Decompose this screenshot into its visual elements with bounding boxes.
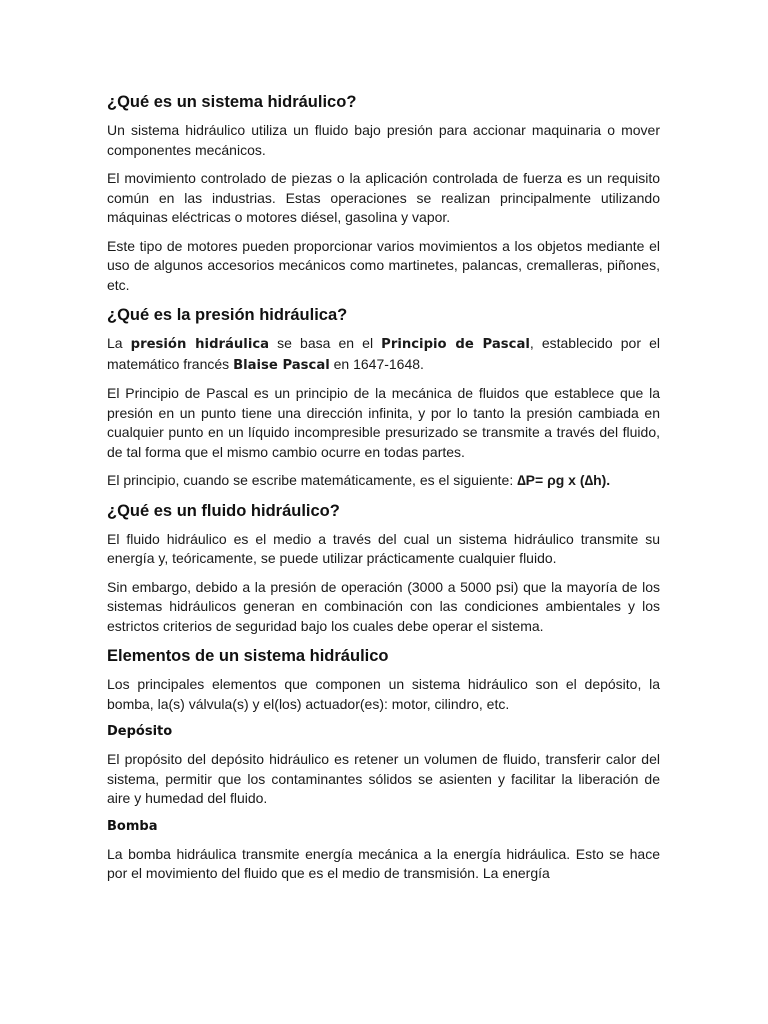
- subsection-heading-bomba: Bomba: [107, 818, 158, 834]
- subsection-heading-deposito: Depósito: [107, 724, 173, 739]
- paragraph: Sin embargo, debido a la presión de operación (3000 a 5000 psi) que la mayoría de los sistemas hidráulicos generan en combinación con las condiciones ambientales y los estrictos criterios de seguridad bajo los cuales debe operar el sistema.: [107, 578, 660, 634]
- text-run: se basa en el: [269, 335, 382, 351]
- paragraph: El Principio de Pascal es un principio de la mecánica de fluidos que establece que la presión en un punto tiene una dirección infinita, y por lo tanto la presión cambiada en cualquier punto en un líquido incompresible presurizado se transmite a través del fluido, de tal forma que el mismo cambio ocurre en todas partes.: [107, 385, 660, 460]
- text-run: La: [107, 335, 131, 351]
- paragraph-formula: [107, 471, 660, 491]
- paragraph: Un sistema hidráulico utiliza un fluido bajo presión para accionar maquinaria o mover componentes mecánicos.: [107, 122, 660, 158]
- formula: ∆P= ρg x (∆h).: [517, 472, 611, 488]
- paragraph: Los principales elementos que componen un sistema hidráulico son el depósito, la bomba, la(s) válvula(s) y el(los) actuador(es): motor, cilindro, etc.: [107, 676, 660, 712]
- section-heading-fluido-hidraulico: ¿Qué es un fluido hidráulico?: [107, 501, 340, 520]
- paragraph: El fluido hidráulico es el medio a través del cual un sistema hidráulico transmite su energía y, teóricamente, se puede utilizar prácticamente cualquier fluido.: [107, 530, 660, 566]
- paragraph: El movimiento controlado de piezas o la aplicación controlada de fuerza es un requisito común en las industrias. Estas operaciones se realizan principalmente utilizando máquinas eléctricas o motores diésel, gasolina y vapor.: [107, 170, 660, 225]
- text-run: , establecido por el matemático francés: [107, 335, 660, 372]
- bold-term-blaise: Blaise Pascal: [233, 357, 330, 373]
- bold-term-principio: Principio de Pascal: [381, 337, 530, 352]
- paragraph: La bomba hidráulica transmite energía mecánica a la energía hidráulica. Esto se hace por el movimiento del fluido que es el medio de transmisión. La energía: [107, 845, 660, 881]
- section-heading-elementos: Elementos de un sistema hidráulico: [107, 647, 389, 665]
- section-heading-sistema-hidraulico: ¿Qué es un sistema hidráulico?: [107, 93, 357, 111]
- text-run: en 1647-1648.: [329, 355, 424, 372]
- paragraph-pascal-intro: [107, 334, 660, 375]
- paragraph: El propósito del depósito hidráulico es retener un volumen de fluido, transferir calor del sistema, permitir que los contaminantes sólidos se asienten y facilitar la liberación de aire y humedad del fluido.: [107, 751, 660, 806]
- section-heading-presion-hidraulica: ¿Qué es la presión hidráulica?: [107, 306, 348, 324]
- text-run: El principio, cuando se escribe matemáticamente, es el siguiente:: [107, 472, 518, 488]
- paragraph: Este tipo de motores pueden proporcionar varios movimientos a los objetos mediante el uso de algunos accesorios mecánicos como martinetes, palancas, cremalleras, piñones, etc.: [107, 237, 660, 293]
- bold-term-presion: presión hidráulica: [130, 337, 270, 352]
